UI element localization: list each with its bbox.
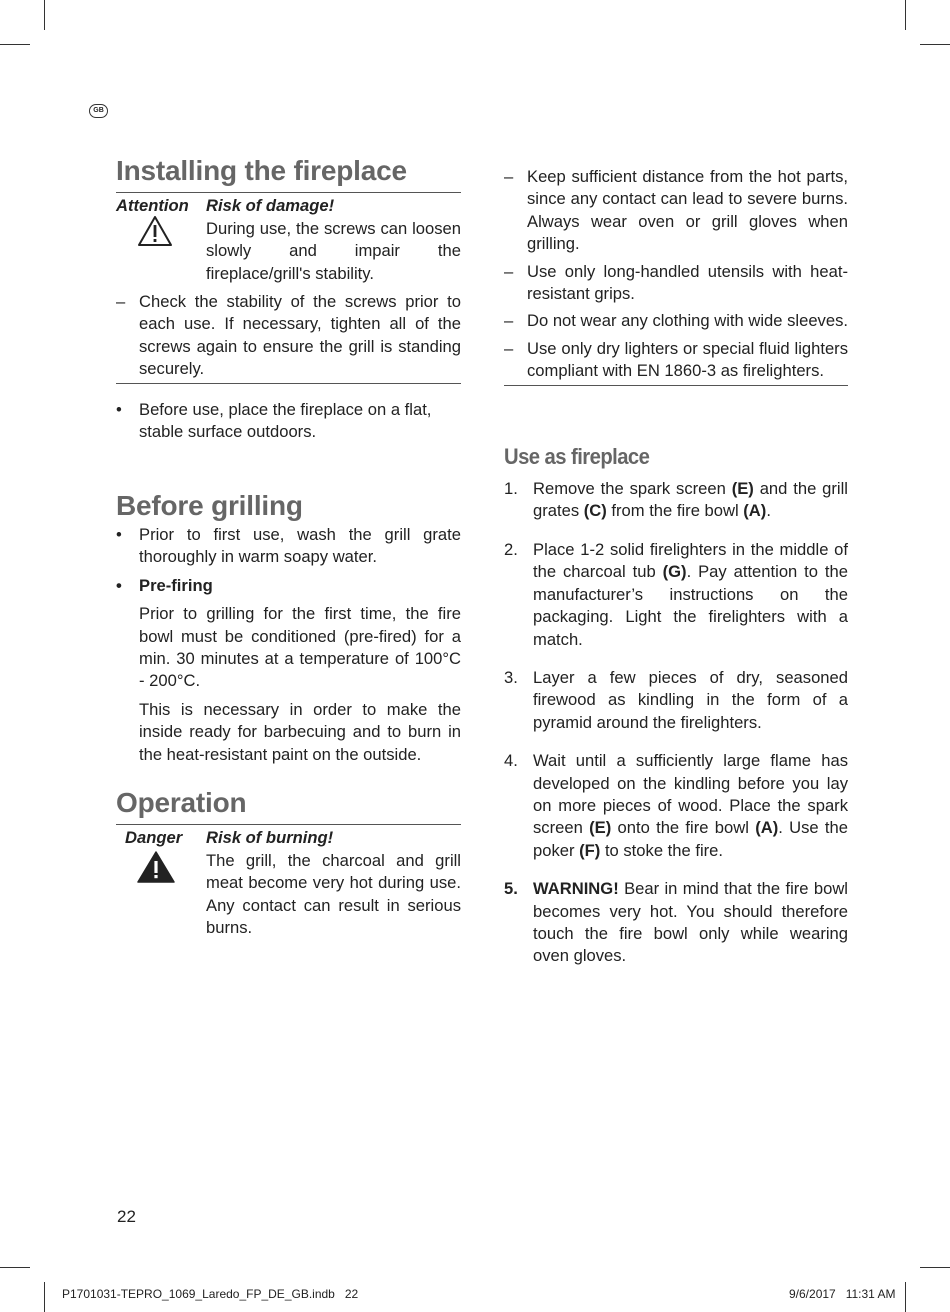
crop-mark	[905, 1282, 906, 1312]
list-item	[116, 399, 461, 444]
step-number: 5.	[504, 879, 518, 899]
paragraph-text: This is necessary in order to make the inside ready for barbecuing and to burn in the heat-resistant paint on the outside.	[139, 699, 461, 764]
list-item-text: Do not wear any clothing with wide sleeves.	[527, 311, 848, 331]
bullet-marker: •	[116, 399, 122, 419]
paragraph-text: Prior to grilling for the first time, the fire bowl must be conditioned (pre-fired) for a min. 30 minutes at a temperature of 100°C - 200°C.	[139, 604, 461, 691]
attention-label: Attention	[116, 196, 189, 216]
list-item-text: Before use, place the fireplace on a flat, stable surface outdoors.	[139, 399, 432, 442]
step-text: Place 1-2 solid firelighters in the middle of the charcoal tub (G). Pay attention to the manufacturer’s instructions on the packaging. Light the firelighters with a match.	[533, 539, 849, 649]
list-item-text: Prior to first use, wash the grill grate thoroughly in warm soapy water.	[139, 524, 461, 567]
divider	[116, 192, 461, 193]
danger-label: Danger	[125, 828, 183, 848]
attention-body: During use, the screws can loosen slowly and impair the fireplace/grill's stability.	[206, 218, 461, 283]
step-item	[504, 667, 848, 734]
divider	[504, 385, 848, 386]
step-item	[504, 750, 848, 862]
danger-triangle-icon	[136, 850, 176, 884]
step-number: 1.	[504, 479, 518, 499]
footer-file-info: P1701031-TEPRO_1069_Laredo_FP_DE_GB.indb 22	[62, 1287, 359, 1301]
left-column	[116, 155, 461, 939]
dash-marker: –	[116, 292, 126, 312]
step-item	[504, 878, 848, 968]
danger-body: The grill, the charcoal and grill meat become very hot during use. Any contact can result in serious burns.	[206, 850, 461, 937]
list-item	[116, 524, 461, 569]
page-number: 22	[117, 1207, 136, 1226]
danger-body-wrap	[116, 850, 461, 940]
crop-mark	[905, 0, 906, 30]
footer-timestamp: 9/6/2017 11:31 AM	[789, 1287, 896, 1301]
crop-mark	[920, 44, 950, 45]
step-item	[504, 478, 848, 523]
list-item	[504, 310, 848, 332]
paragraph	[116, 699, 461, 766]
divider	[116, 824, 461, 825]
step-number: 3.	[504, 667, 518, 687]
danger-header	[116, 827, 461, 849]
list-item-text: Use only dry lighters or special fluid lighters compliant with EN 1860-3 as firelighters.	[527, 338, 848, 381]
attention-body-wrap	[116, 218, 461, 285]
paragraph	[116, 603, 461, 693]
before-grilling-title: Before grilling	[116, 490, 303, 522]
warning-triangle-icon	[136, 214, 174, 248]
dash-marker: –	[504, 167, 514, 186]
step-text: Wait until a sufficiently large flame has developed on the kindling before you lay on more pieces of wood. Place the spark screen (E) onto the fire bowl (A). Use the poker (F) to stoke the fire.	[533, 751, 848, 860]
danger-heading: Risk of burning!	[206, 828, 334, 848]
list-item-text: Check the stability of the screws prior to each use. If necessary, tighten all of the screws again to ensure the grill is standing securely.	[139, 292, 461, 379]
right-column	[504, 166, 848, 968]
list-item	[116, 575, 461, 597]
operation-title: Operation	[116, 786, 247, 818]
danger-box	[116, 827, 461, 939]
bullet-marker: •	[116, 575, 122, 595]
step-text: Remove the spark screen (E) and the grill grates (C) from the fire bowl (A).	[533, 479, 848, 521]
attention-heading: Risk of damage!	[206, 196, 335, 216]
list-item	[504, 261, 848, 306]
step-number: 4.	[504, 751, 518, 771]
step-item	[504, 539, 848, 651]
step-text: WARNING! Bear in mind that the fire bowl becomes very hot. You should therefore touch the fire bowl only while wearing oven gloves.	[533, 879, 848, 966]
list-item	[504, 166, 848, 256]
attention-box	[116, 195, 461, 285]
crop-mark	[44, 0, 45, 30]
use-as-fireplace-title: Use as fireplace	[504, 443, 650, 469]
dash-marker: –	[504, 261, 514, 281]
pre-firing-heading: Pre-firing	[139, 575, 213, 595]
divider	[116, 383, 461, 384]
language-badge: GB	[89, 104, 108, 118]
dash-marker: –	[504, 338, 514, 358]
list-item	[504, 338, 848, 383]
crop-mark	[0, 44, 30, 45]
crop-mark	[920, 1267, 950, 1268]
bullet-marker: •	[116, 524, 122, 544]
dash-marker: –	[504, 311, 514, 331]
list-item-text: Keep sufficient distance from the hot parts, since any contact can lead to severe burns. Always wear oven or grill gloves when grilling.	[527, 167, 848, 254]
crop-mark	[44, 1282, 45, 1312]
step-number: 2.	[504, 539, 518, 559]
list-item	[116, 291, 461, 381]
installing-title: Installing the fireplace	[116, 155, 407, 186]
crop-mark	[0, 1267, 30, 1268]
list-item-text: Use only long-handled utensils with heat-resistant grips.	[527, 261, 848, 304]
step-text: Layer a few pieces of dry, seasoned firewood as kindling in the form of a pyramid around the firelighters.	[533, 667, 848, 732]
